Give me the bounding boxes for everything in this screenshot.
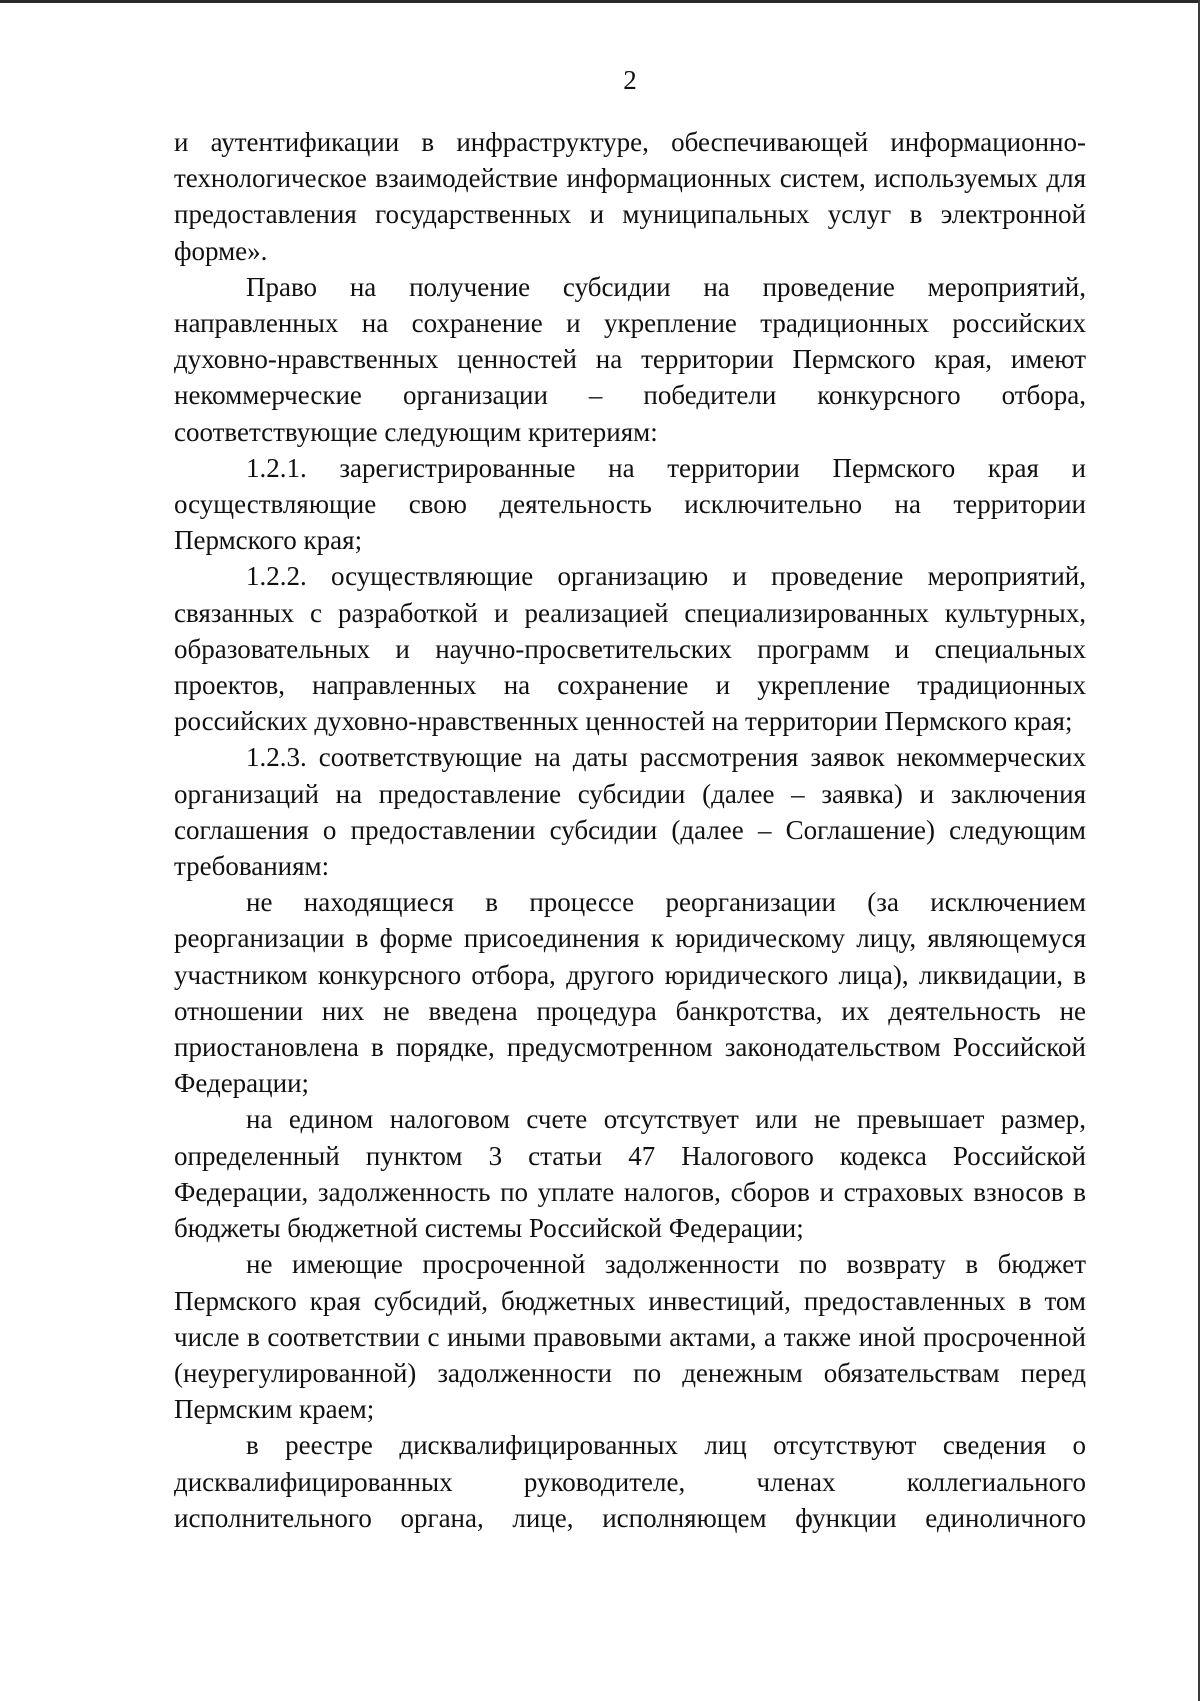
paragraph-continuation: и аутентификации в инфраструктуре, обеспечивающей информационно-технологическое взаимодействие информационных систем, используемых для предоставления государственных и муниципальных услуг в электронной форме». bbox=[174, 127, 1086, 266]
paragraph-criterion-1-2-1: 1.2.1. зарегистрированные на территории Пермского края и осуществляющие свою деятельность исключительно на территории Пермского края; bbox=[174, 452, 1086, 556]
paragraph-requirement-reorganization: не находящиеся в процессе реорганизации (за исключением реорганизации в форме присоединения к юридическому лицу, являющемуся участником конкурсного отбора, другого юридического лица), ликвидации, в отношении них не введена процедура банкротства, их деятельность не приостановлена в порядке, предусмотренном законодательством Российской Федерации; bbox=[174, 887, 1086, 1099]
document-body bbox=[174, 124, 1086, 1536]
paragraph-requirement-overdue-debt: не имеющие просроченной задолженности по возврату в бюджет Пермского края субсидий, бюджетных инвестиций, предоставленных в том числе в соответствии с иными правовыми актами, а также иной просроченной (неурегулированной) задолженности по денежным обязательствам перед Пермским краем; bbox=[174, 1249, 1086, 1425]
paragraph-criterion-1-2-2: 1.2.2. осуществляющие организацию и проведение мероприятий, связанных с разработкой и реализацией специализированных культурных, образовательных и научно-просветительских программ и специальных проектов, направленных на сохранение и укрепление традиционных российских духовно-нравственных ценностей на территории Пермского края; bbox=[174, 561, 1086, 737]
scan-edge-top bbox=[0, 0, 1200, 3]
paragraph-requirement-tax-account: на едином налоговом счете отсутствует или не превышает размер, определенный пунктом 3 статьи 47 Налогового кодекса Российской Федерации, задолженность по уплате налогов, сборов и страховых взносов в бюджеты бюджетной системы Российской Федерации; bbox=[174, 1104, 1086, 1244]
paragraph-requirement-disqualified-registry: в реестре дисквалифицированных лиц отсутствуют сведения о дисквалифицированных руководителе, членах коллегиального исполнительного органа, лице, исполняющем функции единоличного bbox=[174, 1430, 1086, 1533]
page-number: 2 bbox=[623, 65, 637, 95]
paragraph-criterion-1-2-3: 1.2.3. соответствующие на даты рассмотрения заявок некоммерческих организаций на предоставление субсидии (далее – заявка) и заключения соглашения о предоставлении субсидии (далее – Соглашение) следующим требованиям: bbox=[174, 742, 1086, 882]
paragraph-subsidy-right: Право на получение субсидии на проведение мероприятий, направленных на сохранение и укрепление традиционных российских духовно-нравственных ценностей на территории Пермского края, имеют некоммерческие организации – победители конкурсного отбора, соответствующие следующим критериям: bbox=[174, 271, 1086, 447]
